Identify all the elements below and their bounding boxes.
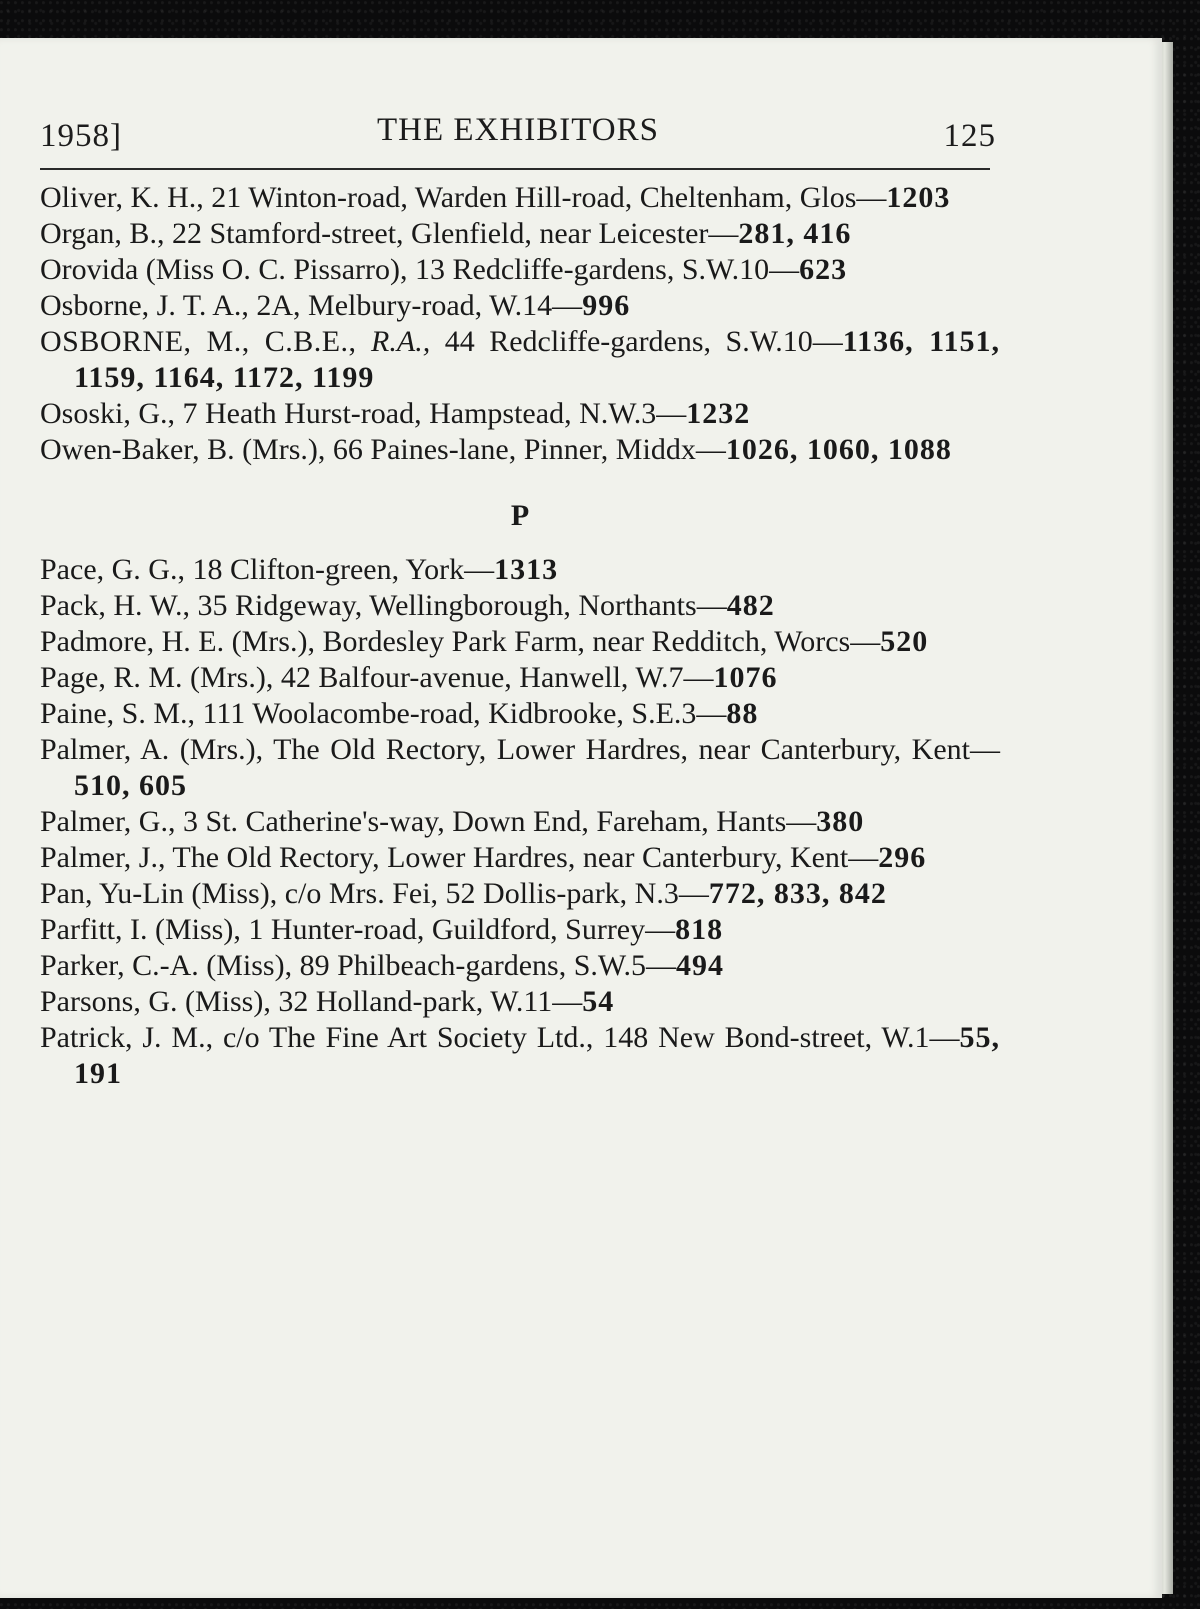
exhibitor-name: Page, R. M. (Mrs.), [40, 661, 274, 694]
exhibitor-name: Ososki, G., [40, 397, 176, 430]
exhibitor-name: Palmer, A. (Mrs.), [40, 733, 264, 766]
page-number: 125 [943, 118, 996, 154]
catalogue-numbers: 55, 191 [74, 1021, 1000, 1090]
running-head [40, 108, 996, 168]
catalogue-numbers: 482 [726, 589, 775, 622]
section-letter: P [510, 499, 530, 532]
exhibitor-address: 21 Winton-road, Warden Hill-road, Cheltenham, Glos— [203, 181, 887, 214]
exhibitor-name: Orovida (Miss O. C. Pissarro), [40, 253, 408, 286]
exhibitor-address: 66 Paines-lane, Pinner, Middx— [325, 433, 726, 466]
list-item [40, 1020, 1000, 1092]
catalogue-numbers: 1232 [686, 397, 751, 430]
list-item [40, 588, 1000, 624]
catalogue-numbers: 1203 [886, 181, 951, 214]
list-item [40, 660, 1000, 696]
list-item [40, 216, 1000, 252]
list-item [40, 252, 1000, 288]
list-item [40, 984, 1000, 1020]
exhibitor-name: Patrick, J. M., [40, 1021, 214, 1054]
catalogue-numbers: 296 [878, 841, 927, 874]
exhibitor-name: Palmer, G., [40, 805, 176, 838]
list-item [40, 552, 1000, 588]
exhibitor-address: c/o Mrs. Fei, 52 Dollis-park, N.3— [277, 877, 709, 910]
list-item [40, 324, 1000, 396]
catalogue-numbers: 281, 416 [738, 217, 852, 250]
exhibitor-address: 18 Clifton-green, York— [184, 553, 495, 586]
exhibitor-address: The Old Rectory, Lower Hardres, near Canterbury, Kent— [263, 733, 1000, 766]
exhibitor-address: 35 Ridgeway, Wellingborough, Northants— [190, 589, 727, 622]
list-item [40, 732, 1000, 804]
exhibitor-address: 3 St. Catherine's-way, Down End, Fareham, Hants— [175, 805, 817, 838]
exhibitor-honours: R.A., [371, 325, 431, 358]
exhibitor-name: Pan, Yu-Lin (Miss), [40, 877, 278, 910]
exhibitor-name: Pack, H. W., [40, 589, 190, 622]
list-item [40, 396, 1000, 432]
exhibitor-name: Oliver, K. H., [40, 181, 204, 214]
catalogue-numbers: 818 [675, 913, 724, 946]
exhibitor-address: Bordesley Park Farm, near Redditch, Worcs— [314, 625, 881, 658]
catalogue-numbers: 510, 605 [74, 769, 187, 802]
catalogue-numbers: 772, 833, 842 [708, 877, 887, 910]
catalogue-numbers: 1313 [494, 553, 559, 586]
exhibitor-address: 89 Philbeach-gardens, S.W.5— [292, 949, 676, 982]
catalogue-numbers: 623 [799, 253, 848, 286]
list-item [40, 840, 1000, 876]
catalogue-numbers: 88 [726, 697, 759, 730]
exhibitor-name: Parker, C.-A. (Miss), [40, 949, 293, 982]
exhibitor-address: 32 Holland-park, W.11— [270, 985, 583, 1018]
page-title: THE EXHIBITORS [377, 112, 659, 148]
exhibitor-name: Parfitt, I. (Miss), [40, 913, 241, 946]
header-rule [40, 168, 990, 170]
exhibitor-name: Parsons, G. (Miss), [40, 985, 271, 1018]
list-item [40, 288, 1000, 324]
exhibitor-name: Organ, B., [40, 217, 165, 250]
list-item [40, 912, 1000, 948]
exhibitor-name: Owen-Baker, B. (Mrs.), [40, 433, 326, 466]
exhibitor-list [40, 180, 1000, 1092]
catalogue-numbers: 1026, 1060, 1088 [725, 433, 952, 466]
exhibitor-name: Palmer, J., [40, 841, 166, 874]
list-item [40, 696, 1000, 732]
exhibitor-name: Pace, G. G., [40, 553, 185, 586]
list-item [40, 180, 1000, 216]
catalogue-numbers: 494 [675, 949, 724, 982]
list-item [40, 948, 1000, 984]
header-year: 1958] [40, 118, 122, 154]
exhibitor-address: c/o The Fine Art Society Ltd., 148 New Bond-street, W.1— [213, 1021, 960, 1054]
exhibitor-name: Paine, S. M., [40, 697, 196, 730]
catalogue-numbers: 520 [880, 625, 929, 658]
exhibitor-address: 2A, Melbury-road, W.14— [248, 289, 583, 322]
exhibitor-address: 13 Redcliffe-gardens, S.W.10— [407, 253, 800, 286]
catalogue-numbers: 54 [582, 985, 615, 1018]
catalogue-numbers: 1076 [713, 661, 778, 694]
list-item [40, 804, 1000, 840]
catalogue-numbers: 1136, 1151, 1159, 1164, 1172, 1199 [74, 325, 1000, 394]
exhibitor-name: OSBORNE, M., C.B.E., [40, 325, 357, 358]
exhibitor-address: 42 Balfour-avenue, Hanwell, W.7— [273, 661, 714, 694]
exhibitor-name: Osborne, J. T. A., [40, 289, 249, 322]
exhibitor-address: 1 Hunter-road, Guildford, Surrey— [240, 913, 676, 946]
exhibitor-address: 44 Redcliffe-gardens, S.W.10— [430, 325, 843, 358]
catalogue-numbers: 996 [582, 289, 631, 322]
exhibitor-address: 7 Heath Hurst-road, Hampstead, N.W.3— [175, 397, 687, 430]
exhibitor-name: Padmore, H. E. (Mrs.), [40, 625, 315, 658]
list-item [40, 876, 1000, 912]
exhibitor-address: The Old Rectory, Lower Hardres, near Canterbury, Kent— [165, 841, 879, 874]
list-item [40, 432, 1000, 468]
exhibitor-address: 22 Stamford-street, Glenfield, near Leicester— [164, 217, 739, 250]
exhibitor-address: 111 Woolacombe-road, Kidbrooke, S.E.3— [195, 697, 727, 730]
catalogue-numbers: 380 [816, 805, 865, 838]
list-item [40, 624, 1000, 660]
